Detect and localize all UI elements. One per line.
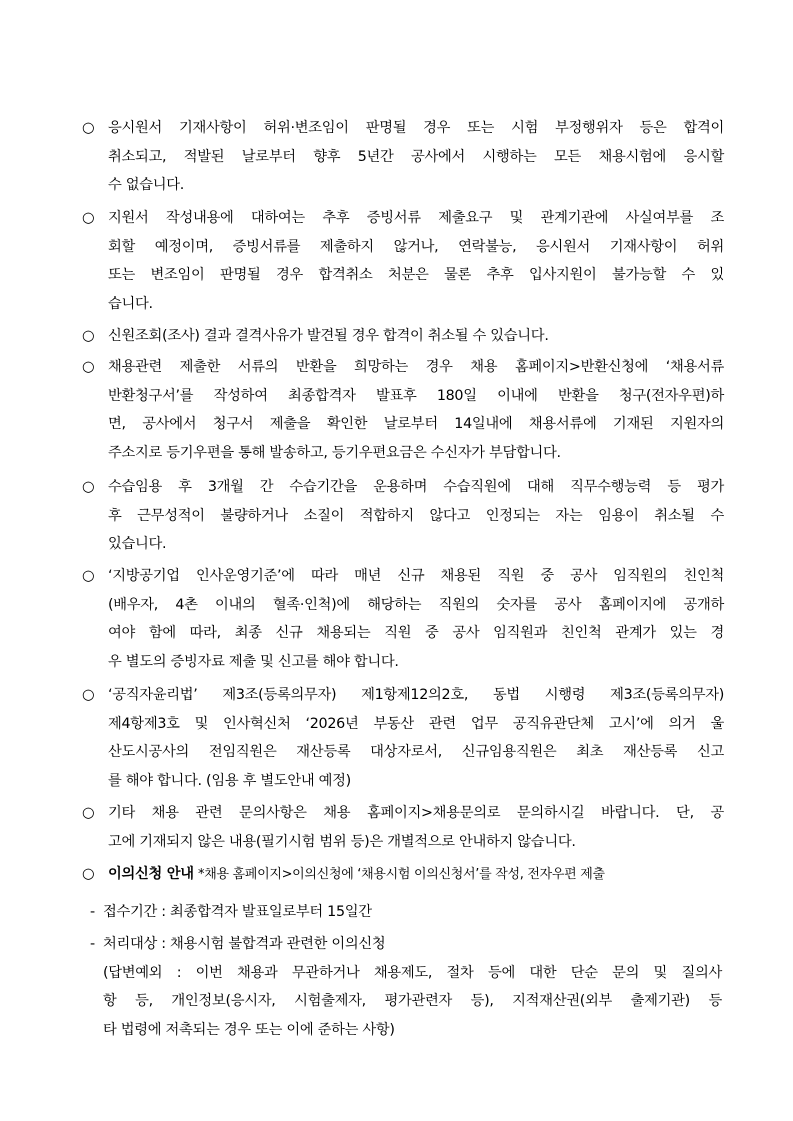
bullet-circle: ○: [82, 479, 95, 495]
text-line: 여야 함에 따라, 최종 신규 채용되는 직원 중 공사 임직원과 친인척 관계가 있는 경: [108, 625, 724, 641]
appeal-title: 이의신청 안내: [108, 866, 194, 882]
bullet-circle: ○: [82, 805, 95, 821]
text-line: 회할 예정이며, 증빙서류를 제출하지 않거나, 연락불능, 응시원서 기재사항이 허위: [108, 238, 724, 255]
text-line: 반환청구서’를 작성하여 최종합격자 발표후 180일 이내에 반환을 청구(전자우편)하: [108, 387, 724, 404]
text-line: (답변예외 : 이번 채용과 무관하거나 채용제도, 절차 등에 대한 단순 문의 및 질의사: [103, 964, 722, 981]
text-line: 항 등, 개인정보(응시자, 시험출제자, 평가관련자 등), 지적재산권(외부 출제기관) 등: [103, 993, 722, 1009]
text-line: 고에 기재되지 않은 내용(필기시험 범위 등)은 개별적으로 안내하지 않습니다.: [108, 833, 576, 850]
text-line: 처리대상 : 채용시험 불합격과 관련한 이의신청: [103, 936, 386, 952]
bullet-circle: ○: [82, 210, 95, 226]
text-line: 우 별도의 증빙자료 제출 및 신고를 해야 합니다.: [108, 653, 399, 670]
text-line: 주소지로 등기우편을 통해 발송하고, 등기우편요금은 수신자가 부담합니다.: [108, 444, 561, 461]
text-line: ‘공직자윤리법’ 제3조(등록의무자) 제1항제12의2호, 동법 시행령 제3조(등록의무자): [108, 687, 724, 703]
text-line: 응시원서 기재사항이 허위·변조임이 판명될 경우 또는 시험 부정행위자 등은 합격이: [108, 120, 724, 136]
bullet-circle: ○: [82, 120, 95, 136]
text-line: 산도시공사의 전임직원은 재산등록 대상자로서, 신규임용직원은 최초 재산등록 신고: [108, 744, 724, 760]
text-line: 수습임용 후 3개월 간 수습기간을 운용하며 수습직원에 대해 직무수행능력 등 평가: [108, 479, 724, 495]
text-line: 를 해야 합니다. (임용 후 별도안내 예정): [108, 772, 351, 789]
text-line: 접수기간 : 최종합격자 발표일로부터 15일간: [103, 904, 372, 920]
text-line: 기타 채용 관련 문의사항은 채용 홈페이지>채용문의로 문의하시길 바랍니다. 단, 공: [108, 805, 724, 821]
text-line: 수 없습니다.: [108, 177, 185, 193]
text-line: ‘지방공기업 인사운영기준’에 따라 매년 신규 채용된 직원 중 공사 임직원의 친인척: [108, 568, 724, 584]
dash-marker: -: [90, 904, 96, 920]
text-line: 채용관련 제출한 서류의 반환을 희망하는 경우 채용 홈페이지>반환신청에 ‘채용서류: [108, 359, 724, 375]
text-line: 타 법령에 저촉되는 경우 또는 이에 준하는 사항): [103, 1021, 395, 1038]
text-line: 있습니다.: [108, 536, 167, 552]
text-line: 제4항제3호 및 인사혁신처 ‘2026년 부동산 관련 업무 공직유관단체 고시’에 의거 울: [108, 715, 724, 732]
text-line: 신원조회(조사) 결과 결격사유가 발견될 경우 합격이 취소될 수 있습니다.: [108, 328, 549, 344]
text-line: 취소되고, 적발된 날로부터 향후 5년간 공사에서 시행하는 모든 채용시험에 응시할: [108, 148, 724, 165]
text-line: 습니다.: [108, 295, 153, 312]
bullet-circle: ○: [82, 359, 95, 375]
dash-marker: -: [90, 936, 96, 952]
bullet-circle: ○: [82, 866, 95, 882]
bullet-circle: ○: [82, 687, 95, 703]
text-line: 또는 변조임이 판명될 경우 합격취소 처분은 물론 추후 입사지원이 불가능할 수 있: [108, 267, 724, 283]
text-line: 지원서 작성내용에 대하여는 추후 증빙서류 제출요구 및 관계기관에 사실여부를 조: [108, 210, 724, 226]
bullet-circle: ○: [82, 568, 95, 584]
appeal-note: *채용 홈페이지>이의신청에 ‘채용시험 이의신청서’를 작성, 전자우편 제출: [198, 867, 605, 882]
text-line: 면, 공사에서 청구서 제출을 확인한 날로부터 14일내에 채용서류에 기재된 지원자의: [108, 416, 724, 432]
appeal-heading-line: [108, 860, 605, 889]
bullet-circle: ○: [82, 328, 95, 344]
text-line: (배우자, 4촌 이내의 혈족·인척)에 해당하는 직원의 숫자를 공사 홈페이지에 공개하: [108, 596, 724, 613]
text-line: 후 근무성적이 불량하거나 소질이 적합하지 않다고 인정되는 자는 임용이 취소될 수: [108, 507, 724, 524]
